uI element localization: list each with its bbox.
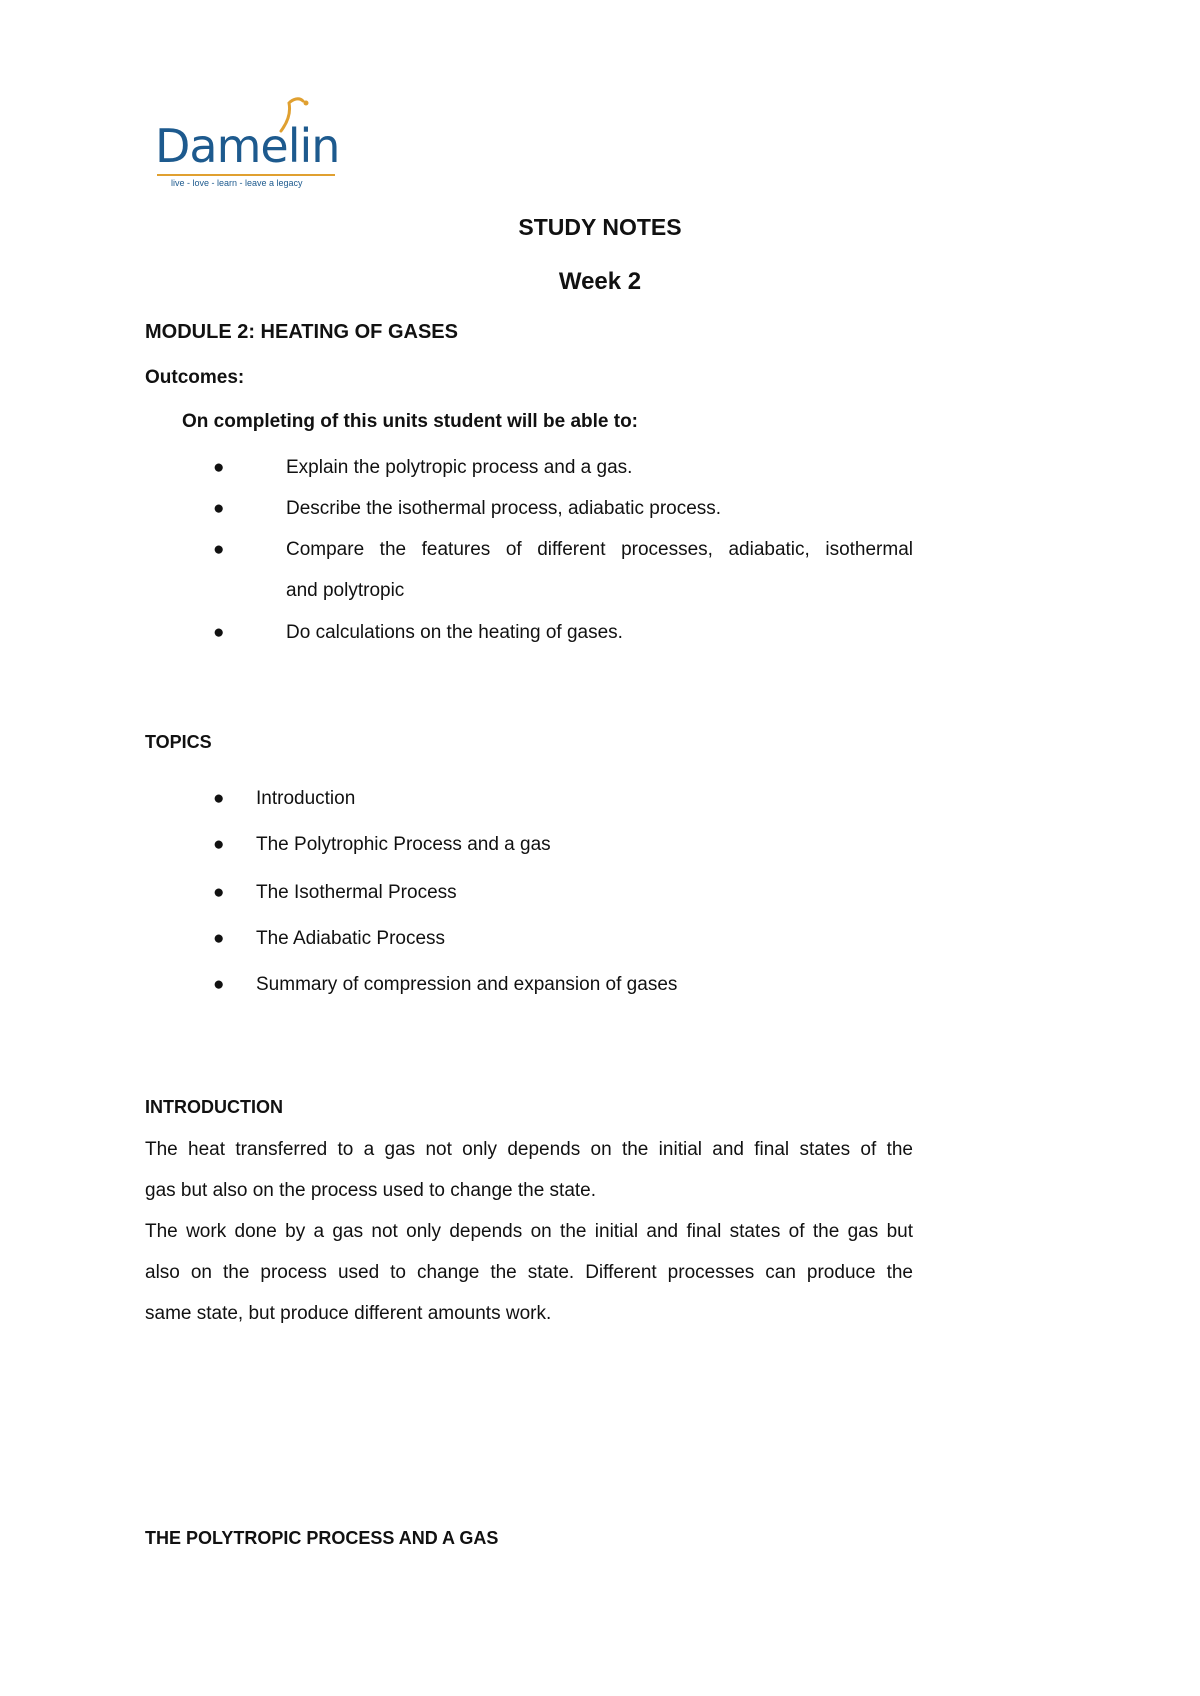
bullet-icon: ● [213, 457, 225, 478]
damelin-logo [155, 95, 345, 190]
bullet-icon: ● [213, 928, 225, 949]
outcomes-label: Outcomes: [145, 367, 245, 388]
bullet-icon: ● [213, 834, 225, 855]
logo-underline [157, 174, 335, 176]
bullet-icon: ● [213, 622, 225, 643]
bullet-icon: ● [213, 498, 225, 519]
introduction-paragraph-2: The work done by a gas not only depends on the initial and final states of the gas but also on the process used to change the state. Different processes can produce the same state, but produce different amounts work. [145, 1221, 913, 1324]
bullet-icon: ● [213, 974, 225, 995]
introduction-heading: INTRODUCTION [145, 1097, 283, 1117]
logo-tagline: live - love - learn - leave a legacy [171, 178, 303, 188]
document-title: STUDY NOTES [518, 214, 682, 240]
module-title: MODULE 2: HEATING OF GASES [145, 321, 458, 343]
week-label: Week 2 [558, 268, 642, 295]
introduction-paragraph-1: The heat transferred to a gas not only depends on the initial and final states of the gas but also on the process used to change the state. [145, 1139, 913, 1201]
bullet-icon: ● [213, 539, 225, 560]
topics-heading: TOPICS [145, 732, 212, 752]
bullet-icon: ● [213, 788, 225, 809]
logo-wordmark: Damelin [155, 119, 340, 173]
bullet-icon: ● [213, 882, 225, 903]
outcomes-intro: On completing of this units student will be able to: [182, 411, 638, 432]
polytropic-heading: THE POLYTROPIC PROCESS AND A GAS [145, 1528, 499, 1548]
document-page: Damelin live - love - learn - leave a legacy STUDY NOTES Week 2 MODULE 2: HEATING OF GASES Outcomes: On completing of this units student will be able to: ● Explain the polytropic process and a gas. ● Describe the isothermal process, adiabatic process. ● Compare the features of different processes, adiabatic, isothermal and polytropic ● Do calculations on the heating of gases. TOPICS ● Introduction ● The Polytrophic Process and a gas ● The Isothermal Process ● The Adiabatic Process ● Summary of compression and expansion of gases INTRODUCTION The heat transferred to a gas not only depends on the initial and final states of the gas but also on the process used to change the state. The work done by a gas not only depends on the initial and final states of the gas but also on the process used to change the state. Different processes can produce the same state, but produce different amounts work. THE POLYTROPIC PROCESS AND A GAS [0, 0, 1200, 1696]
